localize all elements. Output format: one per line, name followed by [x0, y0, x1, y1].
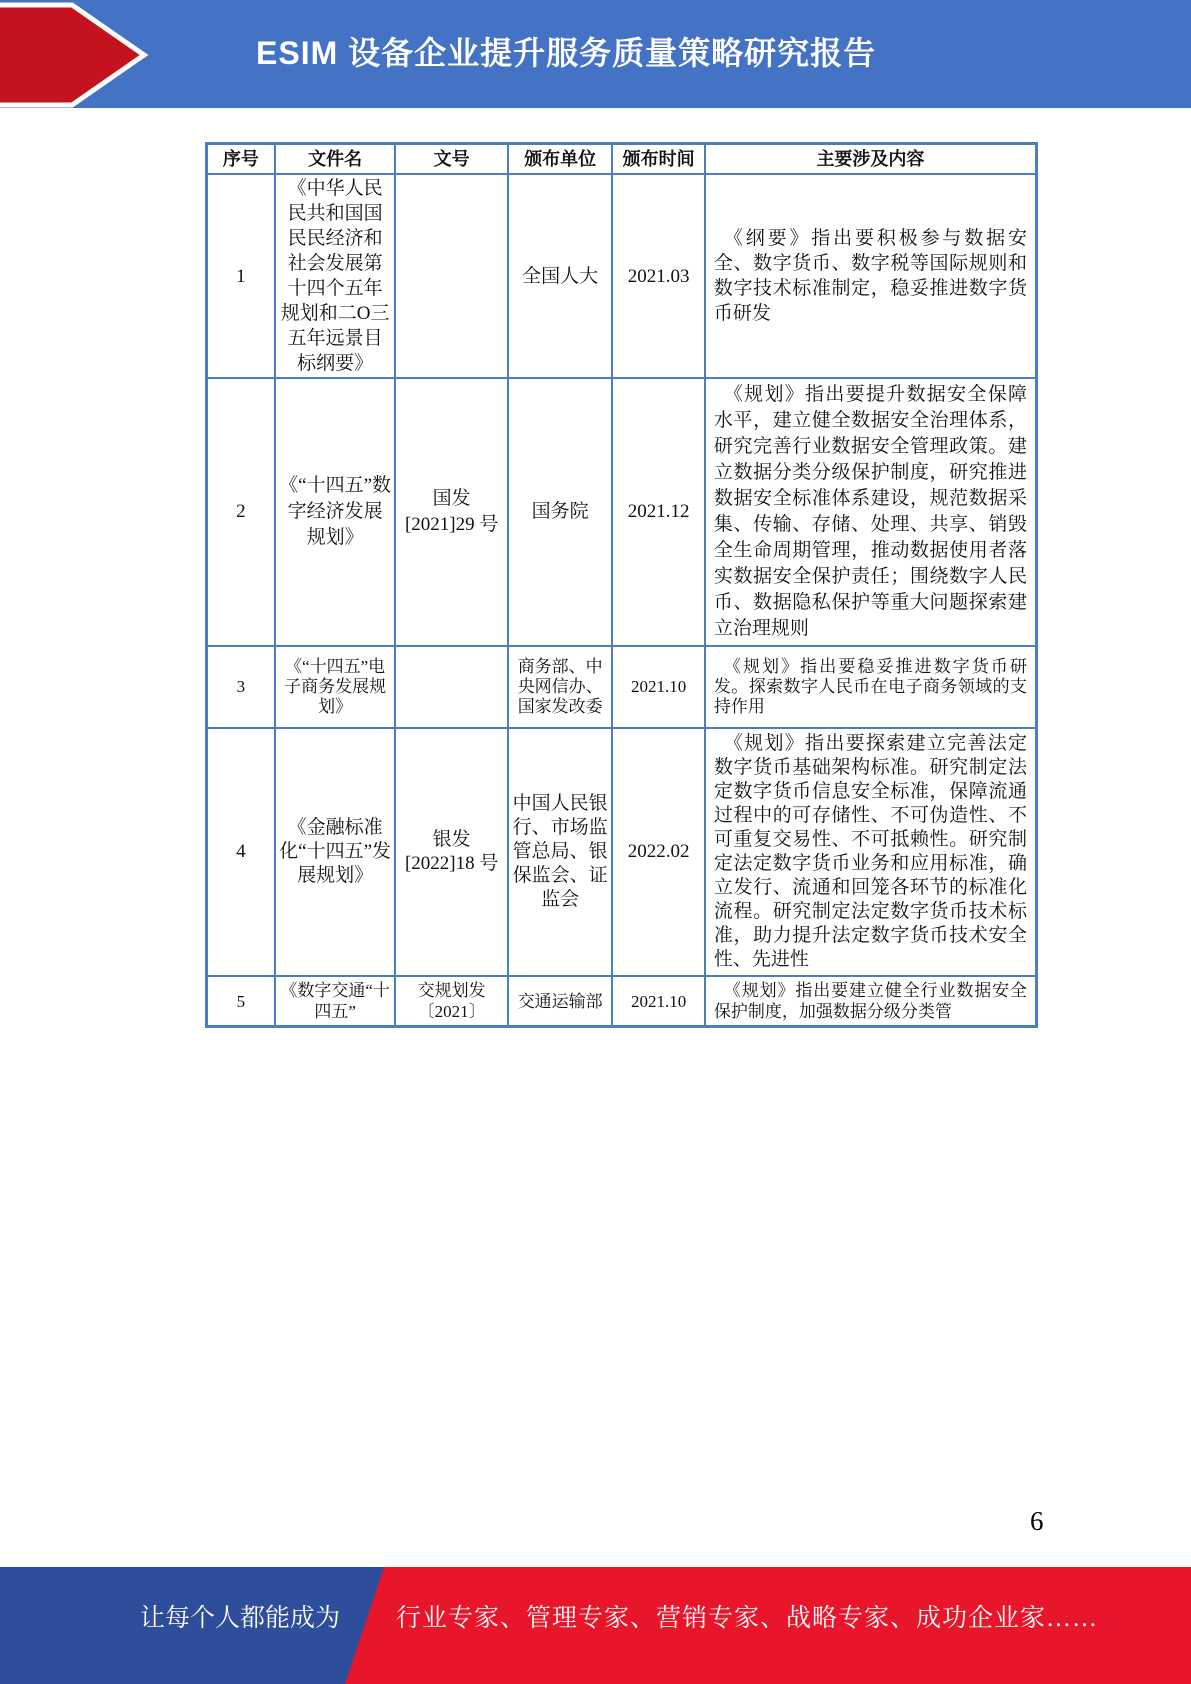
red-chevron-icon — [0, 2, 150, 108]
cell-index: 4 — [207, 728, 275, 976]
table-row — [207, 646, 1037, 728]
cell-main-content: 《纲要》指出要积极参与数据安全、数字货币、数字税等国际规则和数字技术标准制定，稳妥推进数字货币研发 — [705, 174, 1037, 378]
cell-issuing-unit: 全国人大 — [508, 174, 613, 378]
cell-index: 5 — [207, 976, 275, 1027]
cell-issuing-unit: 交通运输部 — [508, 976, 613, 1027]
cell-doc-name: 《中华人民民共和国国民民经济和社会发展第十四个五年规划和二O三五年远景目标纲要》 — [275, 174, 396, 378]
cell-index: 2 — [207, 378, 275, 646]
cell-main-content: 《规划》指出要探索建立完善法定数字货币基础架构标准。研究制定法定数字货币信息安全标准，保障流通过程中的可存储性、不可伪造性、不可重复交易性、不可抵赖性。研究制定法定数字货币业务和应用标准，确立发行、流通和回笼各环节的标准化流程。研究制定法定数字货币技术标准，助力提升法定数字货币技术安全性、先进性 — [705, 728, 1037, 976]
col-header-main-content: 主要涉及内容 — [705, 144, 1037, 175]
cell-doc-name: 《“十四五”数字经济发展规划》 — [275, 378, 396, 646]
cell-index: 3 — [207, 646, 275, 728]
cell-doc-name: 《金融标准化“十四五”发展规划》 — [275, 728, 396, 976]
col-header-doc-name: 文件名 — [275, 144, 396, 175]
col-header-index: 序号 — [207, 144, 275, 175]
table-row — [207, 728, 1037, 976]
cell-issue-date: 2022.02 — [612, 728, 704, 976]
page-footer — [0, 1567, 1191, 1684]
cell-ref-no: 交规划发〔2021〕 — [395, 976, 508, 1027]
table-row — [207, 976, 1037, 1027]
cell-issuing-unit: 商务部、中央网信办、国家发改委 — [508, 646, 613, 728]
cell-issue-date: 2021.12 — [612, 378, 704, 646]
col-header-issuing-unit: 颁布单位 — [508, 144, 613, 175]
cell-issue-date: 2021.03 — [612, 174, 704, 378]
policy-table — [205, 142, 1038, 1028]
table-row — [207, 174, 1037, 378]
cell-main-content: 《规划》指出要提升数据安全保障水平，建立健全数据安全治理体系，研究完善行业数据安全管理政策。建立数据分类分级保护制度，研究推进数据安全标准体系建设，规范数据采集、传输、存储、处理、共享、销毁全生命周期管理，推动数据使用者落实数据安全保护责任；围绕数字人民币、数据隐私保护等重大问题探索建立治理规则 — [705, 378, 1037, 646]
page-header-banner — [0, 0, 1191, 108]
cell-issuing-unit: 国务院 — [508, 378, 613, 646]
cell-ref-no: 国发[2021]29 号 — [395, 378, 508, 646]
cell-issue-date: 2021.10 — [612, 646, 704, 728]
cell-index: 1 — [207, 174, 275, 378]
col-header-ref-no: 文号 — [395, 144, 508, 175]
report-title: ESIM 设备企业提升服务质量策略研究报告 — [256, 35, 877, 71]
page-number: 6 — [1030, 1506, 1044, 1536]
cell-ref-no: 银发[2022]18 号 — [395, 728, 508, 976]
cell-main-content: 《规划》指出要稳妥推进数字货币研发。探索数字人民币在电子商务领域的支持作用 — [705, 646, 1037, 728]
cell-doc-name: 《“十四五”电子商务发展规划》 — [275, 646, 396, 728]
cell-issue-date: 2021.10 — [612, 976, 704, 1027]
cell-ref-no — [395, 174, 508, 378]
cell-main-content: 《规划》指出要建立健全行业数据安全保护制度，加强数据分级分类管 — [705, 976, 1037, 1027]
col-header-issue-date: 颁布时间 — [612, 144, 704, 175]
cell-issuing-unit: 中国人民银行、市场监管总局、银保监会、证监会 — [508, 728, 613, 976]
table-header-row — [207, 144, 1037, 175]
footer-slogan-right: 行业专家、管理专家、营销专家、战略专家、成功企业家…… — [396, 1605, 1099, 1632]
table-row — [207, 378, 1037, 646]
cell-ref-no — [395, 646, 508, 728]
footer-slogan-left: 让每个人都能成为 — [140, 1605, 341, 1632]
cell-doc-name: 《数字交通“十四五” — [275, 976, 396, 1027]
